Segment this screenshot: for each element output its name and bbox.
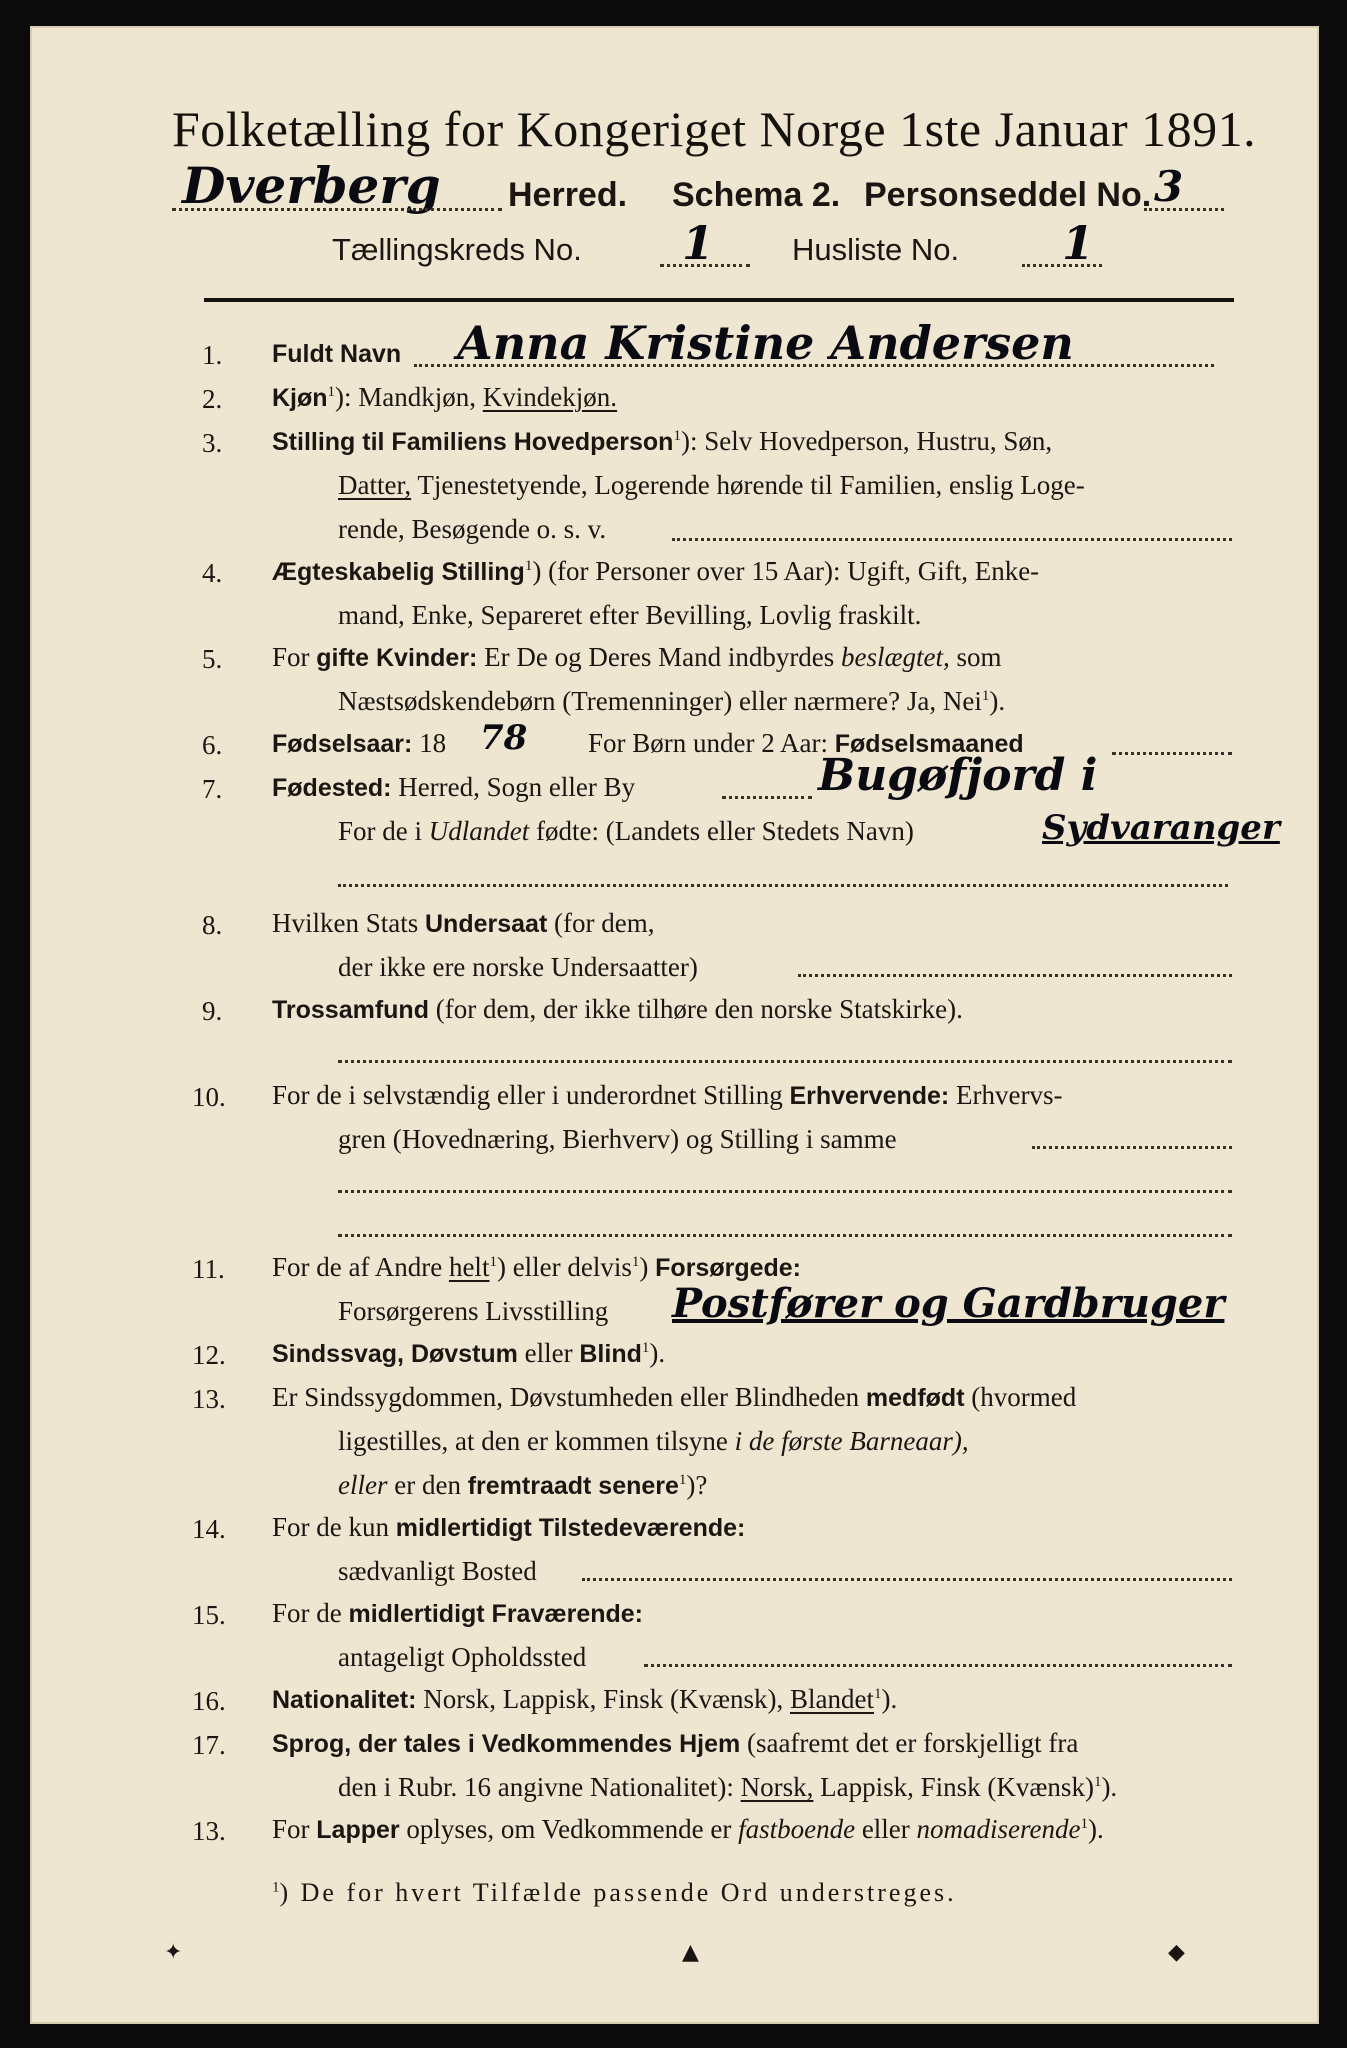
herred-dots <box>172 208 502 211</box>
q7-dots-2 <box>338 884 1228 887</box>
q2-line <box>272 382 617 413</box>
q18-end: ). <box>1088 1814 1104 1844</box>
q14-label: midlertidigt Tilstedeværende: <box>395 1514 746 1542</box>
q5-text-b: Er De og Deres Mand indbyrdes <box>484 642 835 672</box>
q11-text-c: ) eller delvis <box>496 1252 632 1282</box>
q5-label: gifte Kvinder: <box>316 644 478 672</box>
q17-text-a: (saafremt det er forskjelligt fra <box>746 1728 1079 1758</box>
footnote-text: ) De for hvert Tilfælde passende Ord understreges. <box>279 1878 957 1907</box>
q7-birthplace: Bugøfjord i <box>818 750 1098 801</box>
q15-line2: antageligt Opholdssted <box>338 1642 587 1672</box>
item-number-10: 10. <box>192 1082 226 1112</box>
q11-helt-underlined: helt <box>448 1252 490 1282</box>
q17-line2 <box>338 1772 1117 1803</box>
q13-label2: fremtraadt senere <box>467 1472 679 1500</box>
item-number-15: 15. <box>192 1600 226 1630</box>
item-number-12: 12. <box>192 1340 226 1370</box>
q3-text-1: ): Selv Hovedperson, Hustru, Søn, <box>680 426 1053 456</box>
item-number-4: 4. <box>202 558 223 588</box>
q18-text-c: fastboende <box>738 1814 856 1844</box>
q6-label: Fødselsaar: <box>272 730 413 758</box>
q8-text-b: (for dem, <box>554 908 655 938</box>
q6-dots <box>1112 752 1232 755</box>
q7-line1 <box>272 772 635 803</box>
q1-label-text: Fuldt Navn <box>272 340 402 368</box>
q9-label: Trossamfund <box>272 996 429 1024</box>
q16-line <box>272 1684 897 1715</box>
q7-dots <box>722 796 812 799</box>
q5-end: ). <box>989 686 1006 716</box>
item-number-3: 3. <box>202 428 223 458</box>
q10-line1 <box>272 1080 1062 1111</box>
herred-label: Herred. <box>508 176 628 214</box>
q9-text: (for dem, der ikke tilhøre den norske Statskirke). <box>435 994 963 1024</box>
q8-line1 <box>272 908 654 939</box>
q13-line1 <box>272 1382 1076 1413</box>
q6-label2: Fødselsmaaned <box>834 730 1024 758</box>
personseddel-label: Personseddel No. <box>864 176 1152 214</box>
husliste-dots <box>1022 264 1102 267</box>
schema-label: Schema 2. <box>672 176 841 214</box>
item-number-13: 13. <box>192 1384 226 1414</box>
ink-mark-center-icon: ▲ <box>682 1940 699 1965</box>
q8-text-a: Hvilken Stats <box>272 908 419 938</box>
q17-end: ). <box>1101 1772 1118 1802</box>
q10-dots-1 <box>1032 1146 1232 1149</box>
q16-label: Nationalitet: <box>272 1686 417 1714</box>
q13-sup: 1 <box>678 1472 687 1488</box>
taellingskreds-value: 1 <box>682 216 715 270</box>
q13-text-3b: er den <box>394 1470 461 1500</box>
q9-line <box>272 994 963 1025</box>
q18-text-d: eller <box>861 1814 910 1844</box>
q12-sup: 1 <box>641 1340 650 1356</box>
q5-line1 <box>272 642 1002 673</box>
item-number-6: 6. <box>202 730 223 760</box>
q3-label: Stilling til Familiens Hovedperson <box>272 428 674 456</box>
taellingskreds-label: Tællingskreds No. <box>332 232 582 267</box>
q17-text-2a: den i Rubr. 16 angivne Nationalitet): <box>338 1772 734 1802</box>
q16-text-a: Norsk, Lappisk, Finsk (Kvænsk), <box>423 1684 784 1714</box>
item-number-8: 8. <box>202 910 223 940</box>
q3-text-2: Tjenestetyende, Logerende hørende til Familien, enslig Loge- <box>417 470 1085 500</box>
taellingskreds-dots <box>660 264 750 267</box>
item-number-7: 7. <box>202 774 223 804</box>
q9-dots <box>338 1060 1232 1063</box>
q12-end: ). <box>649 1338 666 1368</box>
husliste-value: 1 <box>1062 216 1095 270</box>
q13-text-b: (hvormed <box>971 1382 1077 1412</box>
q8-label: Undersaat <box>425 910 548 938</box>
item-number-18: 13. <box>192 1816 226 1846</box>
q15-label: midlertidigt Fraværende: <box>348 1600 643 1628</box>
personseddel-dots <box>1144 208 1224 211</box>
personseddel-value: 3 <box>1154 162 1184 211</box>
q17-text-2c: Lappisk, Finsk (Kvænsk) <box>820 1772 1094 1802</box>
q15-dots <box>644 1664 1232 1667</box>
item-number-17: 17. <box>192 1730 226 1760</box>
q7-text-2a: For de i <box>338 816 422 846</box>
q16-end: ). <box>881 1684 898 1714</box>
q5-sup: 1 <box>981 688 990 704</box>
q4-line2: mand, Enke, Separeret efter Bevilling, Lovlig fraskilt. <box>338 600 922 630</box>
q2-text-a: ): Mandkjøn, <box>335 382 477 412</box>
q3-line1 <box>272 426 1052 457</box>
q3-line3: rende, Besøgende o. s. v. <box>338 514 607 544</box>
q3-line2 <box>338 470 1085 501</box>
q5-text-d: som <box>956 642 1002 672</box>
q10-text-a: For de i selvstændig eller i underordnet Stilling <box>272 1080 783 1110</box>
q11-sup1: 1 <box>489 1254 497 1270</box>
q3-dots <box>672 538 1232 541</box>
q11-sup2: 1 <box>631 1254 640 1270</box>
q13-line2 <box>338 1426 969 1457</box>
q18-text-e: nomadiserende <box>916 1814 1081 1844</box>
form-title: Folketælling for Kongeriget Norge 1ste Januar 1891. <box>172 101 1257 157</box>
q5-line2 <box>338 686 1005 717</box>
q7-foreign-place: Sydvaranger <box>1042 808 1280 848</box>
q12-label2: Blind <box>579 1340 642 1368</box>
q16-sup: 1 <box>873 1686 882 1702</box>
q18-text-a: For <box>272 1814 310 1844</box>
q17-label: Sprog, der tales i Vedkommendes Hjem <box>272 1730 741 1758</box>
item-number-2: 2. <box>202 384 223 414</box>
q10-dots-3 <box>338 1234 1232 1237</box>
herred-value: Dverberg <box>182 156 441 215</box>
q6-birth-year: 78 <box>480 718 528 758</box>
q11-provider-occupation: Postfører og Gardbruger <box>672 1280 1225 1327</box>
q12-label: Sindssvag, Døvstum <box>272 1340 518 1368</box>
q3-sup: 1 <box>673 428 681 444</box>
q11-text-d: ) <box>639 1252 649 1282</box>
item-number-11: 11. <box>192 1254 225 1284</box>
footnote-sup: 1 <box>272 1879 280 1896</box>
header-rule <box>204 298 1234 302</box>
q13-label: medfødt <box>865 1384 965 1412</box>
census-form-page <box>30 26 1319 2024</box>
q18-sup: 1 <box>1080 1816 1088 1832</box>
q18-label: Lapper <box>316 1816 400 1844</box>
q1-label <box>272 338 401 369</box>
q13-line3 <box>338 1470 707 1501</box>
q13-text-2a: ligestilles, at den er kommen tilsyne <box>338 1426 728 1456</box>
item-number-14: 14. <box>192 1514 226 1544</box>
q7-label: Fødested: <box>272 774 392 802</box>
item-number-9: 9. <box>202 996 223 1026</box>
q10-text-b: Erhvervs- <box>956 1080 1063 1110</box>
q6-line <box>272 728 446 759</box>
q8-line2: der ikke ere norske Undersaatter) <box>338 952 698 982</box>
q4-sup: 1 <box>524 558 533 574</box>
q11-text-a: For de af Andre <box>272 1252 443 1282</box>
q2-label: Kjøn <box>272 384 328 412</box>
q4-label: Ægteskabelig Stilling <box>272 558 525 586</box>
q14-dots <box>582 1578 1232 1581</box>
q7-line2 <box>338 816 914 847</box>
q11-line1 <box>272 1252 801 1283</box>
q13-text-a: Er Sindssygdommen, Døvstumheden eller Blindheden <box>272 1382 860 1412</box>
q15-text-a: For de <box>272 1598 342 1628</box>
q15-line1 <box>272 1598 643 1629</box>
q11-label: Forsørgede: <box>655 1254 802 1282</box>
q4-text-1: ) (for Personer over 15 Aar): Ugift, Gift, Enke- <box>532 556 1040 586</box>
q17-sup: 1 <box>1093 1774 1102 1790</box>
ink-mark-right-icon: ◆ <box>1168 1940 1185 1965</box>
q14-line1 <box>272 1512 745 1543</box>
q7-text-2b: Udlandet <box>428 816 530 846</box>
footnote <box>272 1878 957 1908</box>
q5-text-a: For <box>272 642 310 672</box>
q10-line2: gren (Hovednæring, Bierhverv) og Stilling i samme <box>338 1124 897 1154</box>
q10-label: Erhvervende: <box>789 1082 950 1110</box>
q6-prefix: 18 <box>419 728 447 758</box>
q16-blandet-underlined: Blandet <box>789 1684 874 1714</box>
q14-text-a: For de kun <box>272 1512 389 1542</box>
q1-full-name: Anna Kristine Andersen <box>457 316 1074 370</box>
q2-sup: 1 <box>327 384 336 400</box>
q7-text-2c: fødte: (Landets eller Stedets Navn) <box>536 816 914 846</box>
q11-line2: Forsørgerens Livsstilling <box>338 1296 609 1326</box>
q13-end: )? <box>686 1470 708 1500</box>
q18-line <box>272 1814 1104 1845</box>
q5-text-2: Næstsødskendebørn (Tremenninger) eller nærmere? Ja, Nei <box>338 686 982 716</box>
q13-text-3a: eller <box>338 1470 388 1500</box>
item-number-5: 5. <box>202 644 223 674</box>
q4-line1 <box>272 556 1039 587</box>
q17-norsk-underlined: Norsk, <box>740 1772 814 1802</box>
q6-text-b: For Børn under 2 Aar: <box>588 728 828 758</box>
q8-dots <box>798 974 1232 977</box>
q12-text-a: eller <box>524 1338 573 1368</box>
q5-text-c: beslægtet, <box>841 642 950 672</box>
item-number-16: 16. <box>192 1686 226 1716</box>
husliste-label: Husliste No. <box>792 232 960 267</box>
ink-mark-left-icon: ✦ <box>164 1940 183 1965</box>
q7-text: Herred, Sogn eller By <box>398 772 636 802</box>
q18-text-b: oplyses, om Vedkommende er <box>406 1814 732 1844</box>
item-number-1: 1. <box>202 340 223 370</box>
q14-line2: sædvanligt Bosted <box>338 1556 537 1586</box>
q10-dots-2 <box>338 1190 1232 1193</box>
q17-line1 <box>272 1728 1078 1759</box>
q2-kvindekjon-underlined: Kvindekjøn. <box>482 382 618 412</box>
q12-line <box>272 1338 665 1369</box>
q13-text-2b: i de første Barneaar), <box>734 1426 969 1456</box>
q3-datter-underlined: Datter, <box>338 470 412 500</box>
